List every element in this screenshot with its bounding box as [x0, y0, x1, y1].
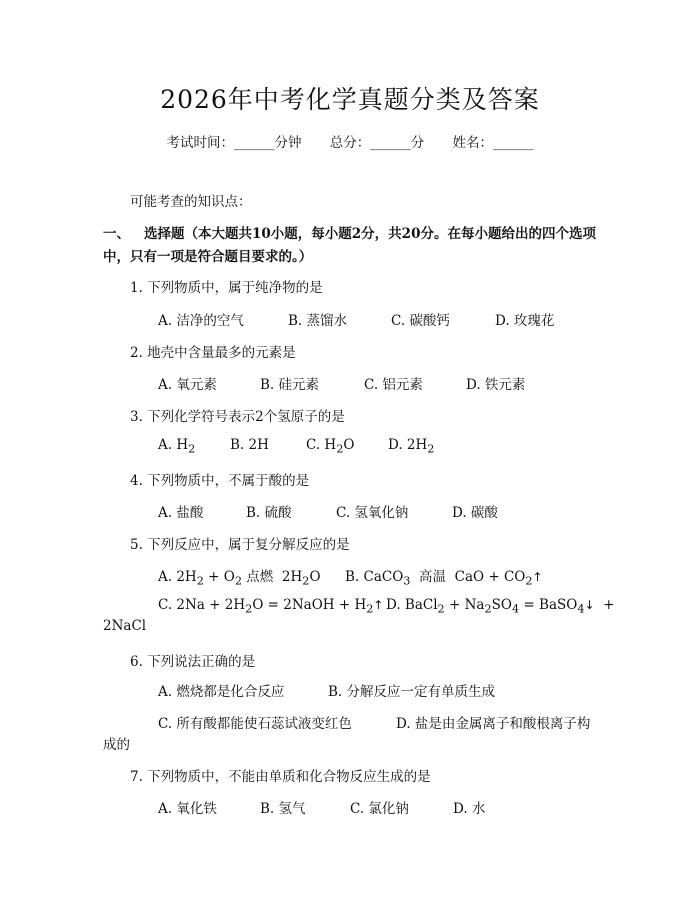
option: A. 氧化铁 — [158, 801, 217, 817]
exam-meta-line — [0, 131, 700, 151]
question-options-line-2 — [158, 597, 614, 616]
question-stem: 5. 下列反应中，属于复分解反应的是 — [130, 537, 350, 553]
option: A. 氧元素 — [158, 377, 217, 393]
student-name-field: 姓名：______ — [452, 135, 534, 151]
option: D. 水 — [453, 801, 486, 817]
option: C. 碳酸钙 — [391, 313, 450, 329]
option: D. 碳酸 — [452, 505, 498, 521]
question-options — [158, 309, 554, 329]
option-c: C. $H_2O$ — [306, 437, 355, 456]
question-options — [158, 501, 498, 521]
question-stem: 6. 下列说法正确的是 — [130, 654, 256, 670]
total-score-field: 总分：______分 — [329, 135, 425, 151]
option: B. 分解反应一定有单质生成 — [328, 684, 496, 700]
document-title: 2026年中考化学真题分类及答案 — [160, 85, 540, 114]
option: B. 硫酸 — [246, 505, 292, 521]
question-options-line-2 — [158, 712, 590, 732]
option: D. 玫瑰花 — [495, 313, 555, 329]
section-heading — [103, 223, 603, 269]
option: B. 氢气 — [260, 801, 306, 817]
option: C. 铝元素 — [364, 377, 423, 393]
option-b: B. 2H — [230, 437, 269, 453]
option: C. 氢氧化钠 — [336, 505, 409, 521]
question-options-line-1 — [158, 565, 543, 588]
option-d-continuation: 成的 — [103, 737, 130, 753]
option-c: C. $2Na + 2H_2O$ = 2NaOH + $H_2↑$ — [158, 597, 384, 616]
option: A. 洁净的空气 — [158, 313, 244, 329]
question-options — [158, 797, 485, 817]
option-b: B. CaCO$_3$ 高温 CaO + $CO_2↑$ — [345, 569, 543, 588]
option-a: A. $2H_2 + O_2$ 点燃 $2H_2O$ — [158, 569, 321, 588]
option: D. 铁元素 — [466, 377, 526, 393]
option: A. 盐酸 — [158, 505, 204, 521]
question-stem: 2. 地壳中含量最多的元素是 — [130, 345, 296, 361]
question-stem: 4. 下列物质中，不属于酸的是 — [130, 473, 310, 489]
section-number: 一、 — [103, 226, 130, 242]
option-a: A. $H_2$ — [158, 437, 196, 456]
exam-time-field: 考试时间：______分钟 — [166, 135, 302, 151]
option: C. 所有酸都能使石蕊试液变红色 — [158, 716, 352, 732]
option-d: D. BaCl$_2$ + $Na_2SO_4$ = BaSO$_4$↓ + — [386, 597, 615, 616]
question-options — [158, 437, 434, 456]
question-stem: 1. 下列物质中，属于纯净物的是 — [130, 280, 323, 296]
knowledge-points-label: 可能考查的知识点： — [130, 194, 252, 210]
option: A. 燃烧都是化合反应 — [158, 684, 285, 700]
option: D. 盐是由金属离子和酸根离子构 — [396, 716, 591, 732]
option: B. 蒸馏水 — [288, 313, 348, 329]
section-instructions: 选择题（本大题共10小题，每小题2分，共20分。在每小题给出的四个选项中，只有一项是符合题目要求的。） — [103, 226, 596, 265]
option: B. 硅元素 — [260, 377, 320, 393]
question-stem: 7. 下列物质中，不能由单质和化合物反应生成的是 — [130, 769, 431, 785]
question-options-line-1 — [158, 680, 495, 700]
option: C. 氯化钠 — [350, 801, 409, 817]
question-stem: 3. 下列化学符号表示2个氢原子的是 — [130, 409, 345, 425]
question-options — [158, 373, 525, 393]
option-d-continuation: 2NaCl — [103, 618, 147, 634]
option-d: D. $2H_2$ — [388, 437, 435, 456]
